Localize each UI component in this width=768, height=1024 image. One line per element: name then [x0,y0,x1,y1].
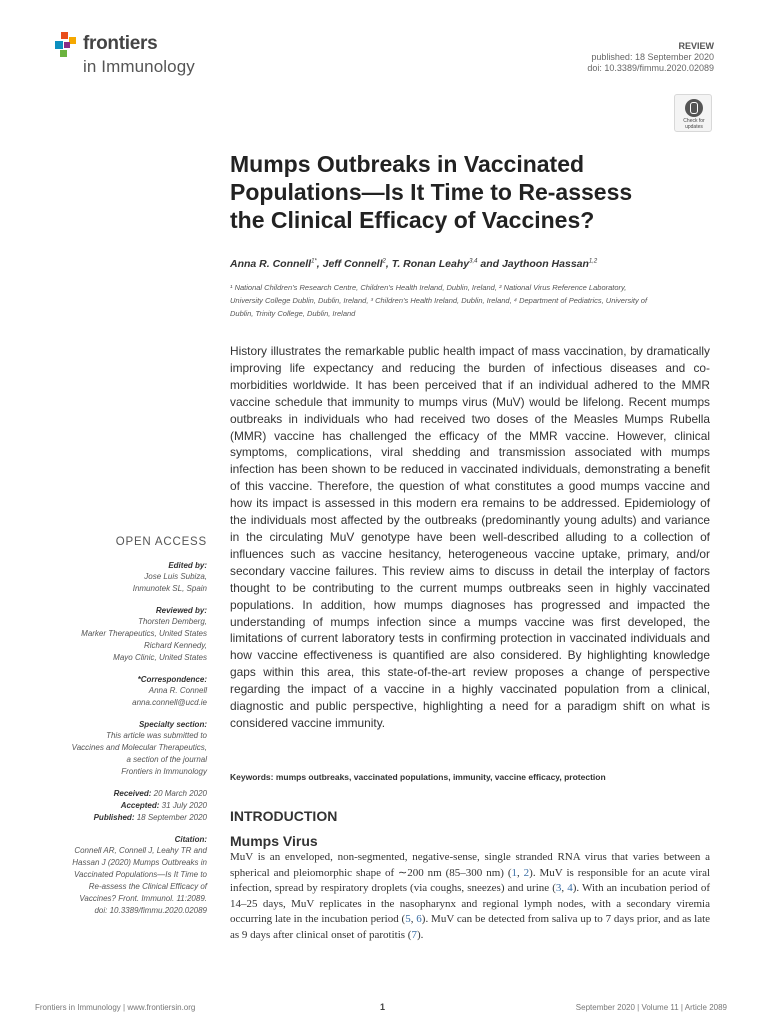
author-name[interactable]: Anna R. Connell [230,258,312,270]
article-type: REVIEW [678,41,714,51]
citation-link[interactable]: 2 [523,866,530,879]
correspondence-email[interactable]: anna.connell@ucd.ie [132,698,207,707]
subsection-heading-mumps-virus: Mumps Virus [230,833,318,849]
open-access-label: OPEN ACCESS [115,536,207,548]
article-title [230,150,720,234]
author-affil-sup: 2 [382,258,386,265]
page-number: 1 [380,1002,386,1012]
author-affil-sup: 3,4 [469,258,478,265]
article-meta [587,41,714,74]
bookmark-icon [685,99,703,117]
citation-link[interactable]: 1 [511,866,517,879]
citation-link[interactable]: 6 [416,913,422,925]
edited-by: Edited by: Jose Luis Subiza, Inmunotek SL, Spain [132,561,207,593]
author-affil-sup: 1* [311,258,317,265]
correspondence: *Correspondence: Anna R. Connell anna.connell@ucd.ie [50,674,207,709]
title-line-3: the Clinical Efficacy of Vaccines? [230,207,595,233]
intro-paragraph: MuV is an enveloped, non-segmented, negative-sense, single stranded RNA virus that varies between a spherical and pleiomorphic shape of ∼200 nm (85–300 nm) (1, 2). MuV is responsible for an acute viral infection, spread by respiratory droplets (via coughs, sneezes) and urine (3, 4). With an incubation period of 14–25 days, MuV replicates in the nasopharynx and regional lymph nodes, with a secondary viremia occurring late in the incubation period (5, 6). MuV can be detected from saliva up to 7 days prior, and as late as 9 days after clinical onset of parotitis (7). [230,851,711,941]
badge-line-1: Check for [683,118,705,124]
journal-name: in Immunology [83,57,195,76]
author-name[interactable]: Jeff Connell [322,258,383,270]
title-line-1: Mumps Outbreaks in Vaccinated [230,151,585,177]
article-doi[interactable]: doi: 10.3389/fimmu.2020.02089 [587,63,714,73]
author-affil-sup: 1,2 [588,258,598,265]
citation: Citation: Connell AR, Connell J, Leahy TR and Hassan J (2020) Mumps Outbreaks in Vaccinated Populations—Is It Time to Re-assess the Clinical Efficacy of Vaccines? Front. Immunol. 11:2089. doi: 10.3389/fimmu.2020.02089 [72,835,207,915]
section-heading-introduction: INTRODUCTION [230,808,338,824]
citation-link[interactable]: 5 [405,913,411,925]
publish-date: published: 18 September 2020 [591,52,714,62]
specialty-section: Specialty section: This article was submitted to Vaccines and Molecular Therapeutics, a section of the journal Frontiers in Immunology [71,720,207,776]
author-name[interactable]: T. Ronan Leahy [391,258,470,270]
author-list: Anna R. Connell$^{1*}$, Jeff Connell$^2$, T. Ronan Leahy$^{3,4}$ and Jaythoon Hassan$^{1,2}$ [230,258,598,270]
affiliations: ¹ National Children’s Research Centre, Children’s Health Ireland, Dublin, Ireland, ² National Virus Reference Laboratory, University College Dublin, Dublin, Ireland, ³ Children’s Health Ireland, Dublin, Ireland, ⁴ Department of Pediatrics, University of Dublin, Trinity College, Dublin, Ireland [230,283,648,318]
footer-journal-link[interactable]: Frontiers in Immunology | www.frontiersin.org [35,1003,196,1012]
check-for-updates-badge[interactable] [674,94,712,132]
journal-brand: frontiers [83,33,158,54]
badge-line-2: updates [685,124,703,130]
frontiers-logo-icon [55,32,79,58]
author-name[interactable]: Jaythoon Hassan [501,258,589,270]
article-sidebar [50,536,207,927]
article-dates: Received: 20 March 2020 Accepted: 31 July 2020 Published: 18 September 2020 [93,789,207,822]
title-line-2: Populations—Is It Time to Re-assess [230,179,633,205]
citation-link[interactable]: 3 [555,882,562,894]
citation-link[interactable]: 7 [411,928,417,941]
citation-link[interactable]: 4 [567,882,573,894]
journal-logo[interactable] [55,32,215,82]
abstract: History illustrates the remarkable public health impact of mass vaccination, by dramatically improving life expectancy and reducing the burden of infectious diseases and co-morbidities worldwide. It has been perceived that if an individual adhered to the MMR vaccine schedule that immunity to mumps virus (MuV) would be lifelong. Recent mumps outbreaks in individuals who had received two doses of the Measles Mumps Rubella (MMR) vaccine has challenged the efficacy of the MMR vaccine. However, clinical symptoms, complications, viral shedding and transmission associated with mumps infection has been shown to be reduced in vaccinated individuals, demonstrating a benefit of this vaccine. Therefore, the question of what constitutes a good mumps vaccine and how its impact is assessed in this modern era remains to be addressed. Epidemiology of the individuals most affected by the outbreaks (predominantly young adults) and variance in the circulating MuV genotype have been well-described alluding to a collection of influences such as vaccine hesitancy, heterogeneous vaccine uptake, primary, and/or secondary vaccine failures. This review aims to discuss in detail the interplay of factors thought to be contributing to the current mumps outbreaks seen in highly vaccinated populations. In addition, how mumps diagnoses has progressed and impacted the understanding of mumps infection since a mumps vaccine was first developed, the limitations of current laboratory tests in confirming protection in vaccinated individuals and how vaccine effectiveness is quantified are also considered. By highlighting knowledge gaps within this area, this state-of-the-art review proposes a change of perspective regarding the impact of a vaccine in a highly vaccinated population from a clinical, diagnostic and public perspective, highlighting a need for a paradigm shift on what is considered vaccine immunity. [230,344,710,730]
keywords: Keywords: mumps outbreaks, vaccinated populations, immunity, vaccine efficacy, protection [230,772,606,782]
footer-issue-info: September 2020 | Volume 11 | Article 2089 [575,1003,727,1012]
reviewed-by: Reviewed by: Thorsten Demberg, Marker Therapeutics, United States Richard Kennedy, Mayo Clinic, United States [81,606,207,662]
